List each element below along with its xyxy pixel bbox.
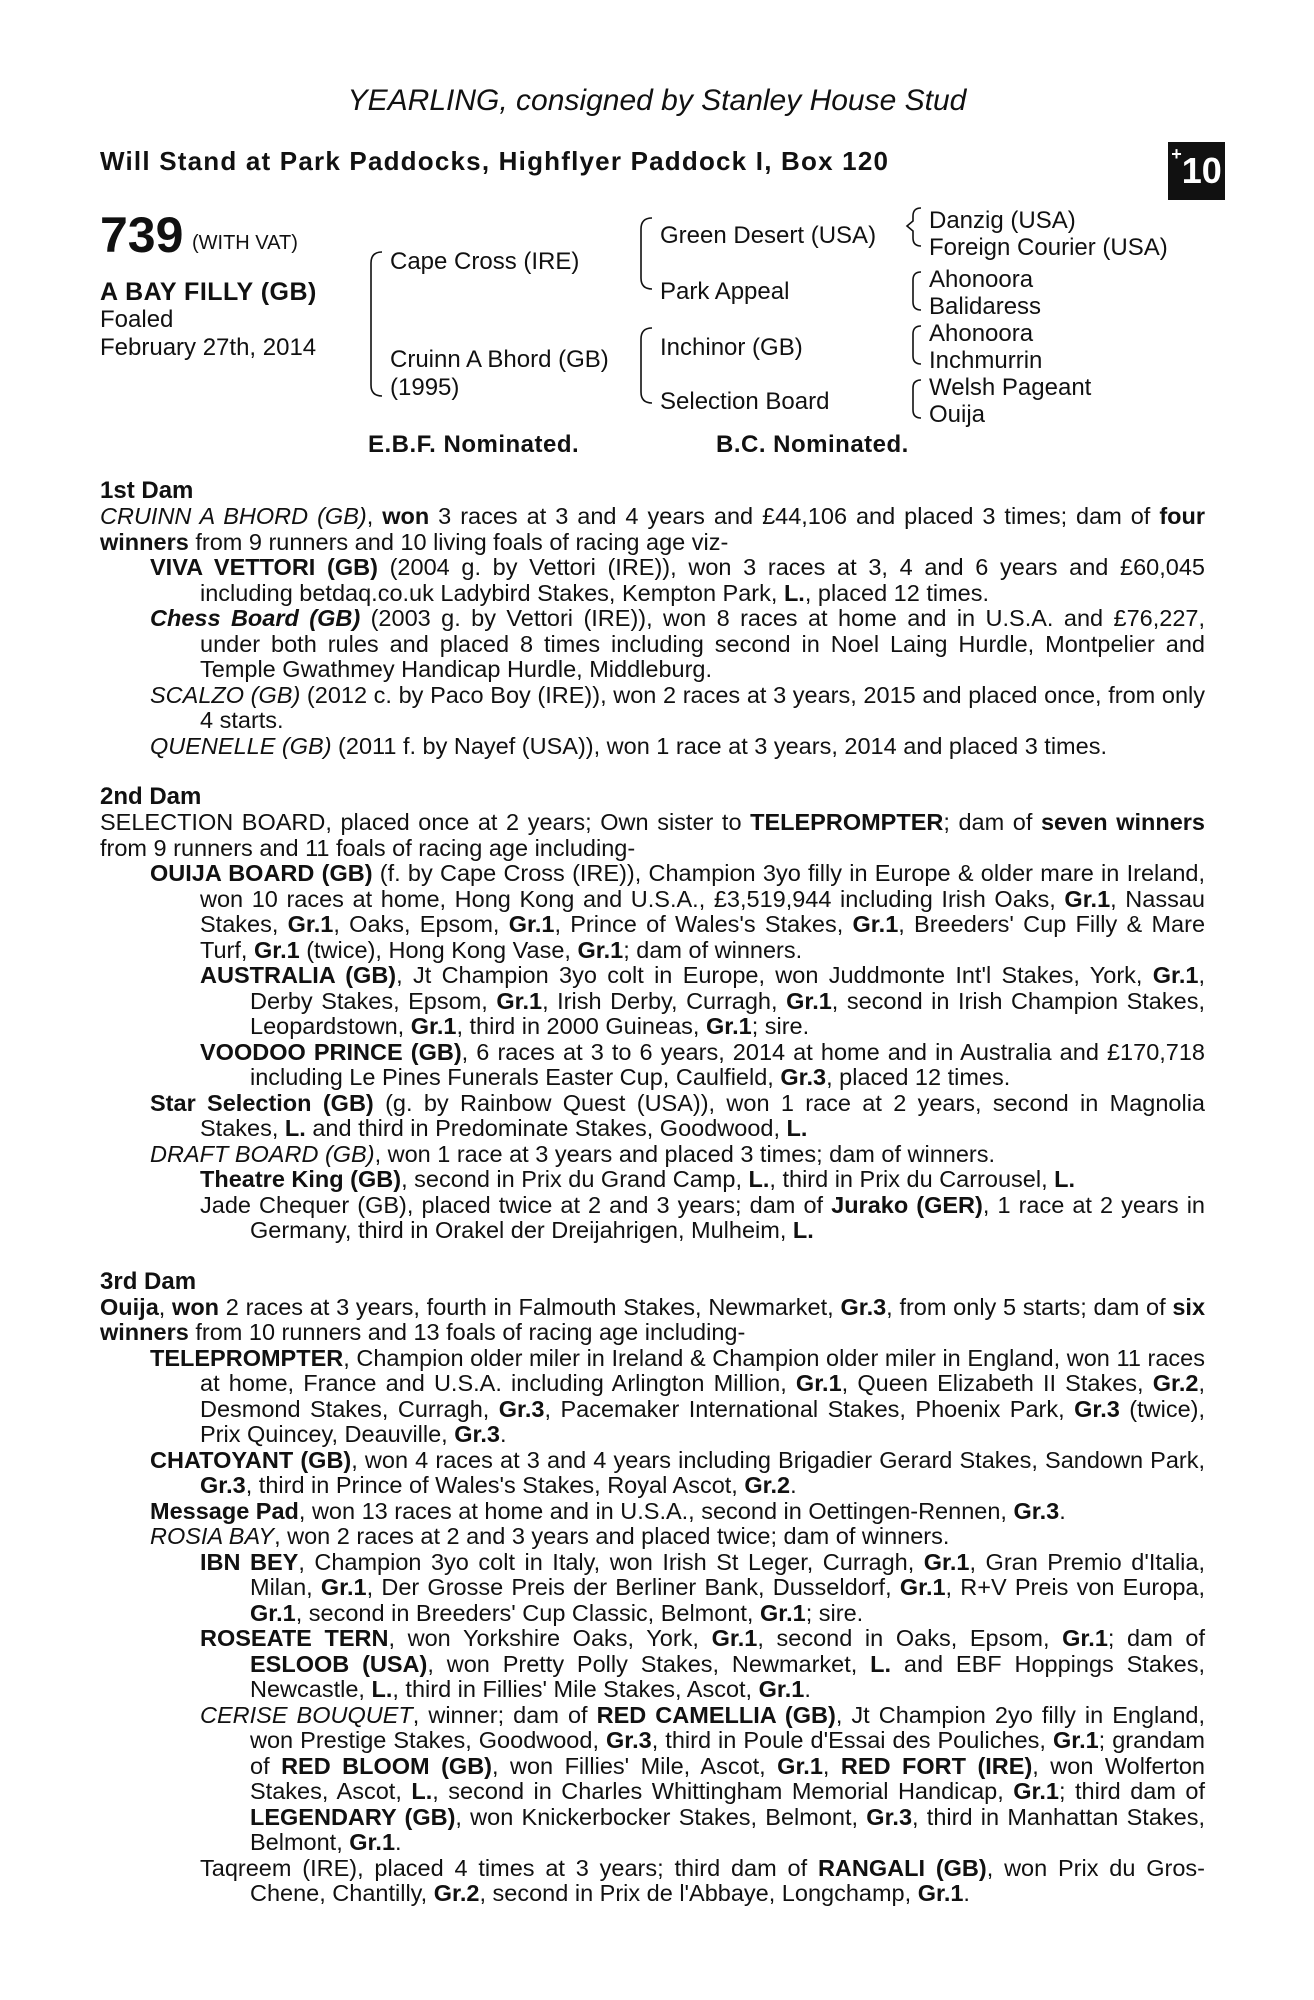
text-run: , third in Manhattan Stakes, Belmont, — [250, 1803, 1205, 1855]
emphasis-text: Gr.1 — [1064, 885, 1111, 912]
text-run: , Oaks, Epsom, — [333, 911, 509, 937]
text-run: (2011 f. by Nayef (USA)), won 1 race at 3 years, 2014 and placed 3 times. — [331, 732, 1107, 759]
produce-entry-nested — [100, 1703, 1205, 1856]
produce-entry — [100, 606, 1205, 683]
emphasis-text: Star Selection (GB) — [150, 1089, 374, 1116]
emphasis-text: Gr.3 — [866, 1803, 913, 1830]
bracket-gen1 — [371, 252, 382, 396]
emphasis-text: L. — [411, 1778, 433, 1804]
text-run: . — [499, 1421, 507, 1447]
emphasis-text: OUIJA BOARD (GB) — [150, 860, 373, 886]
text-run: , R+V Preis von Europa, — [945, 1574, 1205, 1600]
emphasis-text: Gr.1 — [320, 1574, 367, 1600]
text-run: and EBF Hoppings Stakes, Newcastle, — [250, 1650, 1205, 1702]
emphasis-text: RED FORT (IRE) — [840, 1752, 1033, 1779]
emphasis-text: VIVA VETTORI (GB) — [150, 554, 378, 580]
emphasis-text: six winners — [100, 1293, 1206, 1345]
italic-name: ROSIA BAY — [150, 1523, 275, 1549]
emphasis-text: Gr.1 — [758, 1676, 805, 1702]
badge-number: 10 — [1181, 150, 1222, 191]
text-run: , third in Poule d'Essai des Pouliches, — [651, 1727, 1053, 1753]
text-run: , Prince of Wales's Stakes, — [554, 911, 853, 937]
text-run: (2004 g. by Vettori (IRE)), won 3 races at 3, 4 and 6 years and £60,045 including betdaq.co.uk Ladybird Stakes, Kempton Park, — [200, 554, 1205, 606]
emphasis-text: L. — [786, 1115, 808, 1141]
emphasis-text: Gr.1 — [287, 911, 334, 937]
emphasis-text: Gr.1 — [711, 1625, 758, 1651]
emphasis-text: Gr.1 — [1062, 1625, 1108, 1651]
emphasis-text: seven winners — [1040, 809, 1205, 835]
pedigree-dam-dam: Selection Board — [660, 388, 830, 415]
text-run: SELECTION BOARD, placed once at 2 years; Own sister to — [100, 809, 751, 835]
third-dam-heading: 3rd Dam — [100, 1267, 197, 1295]
text-run: , second in Oaks, Epsom, — [757, 1625, 1063, 1651]
produce-entry — [100, 861, 1205, 963]
emphasis-text: Gr.3 — [200, 1472, 246, 1498]
text-run: , second in Irish Champion Stakes, Leopardstown, — [250, 987, 1205, 1039]
page-badge — [1168, 142, 1225, 200]
emphasis-text: RANGALI (GB) — [817, 1854, 987, 1881]
italic-name: CRUINN A BHORD (GB) — [100, 503, 367, 529]
pedigree-dsd: Inchmurrin — [929, 347, 1043, 374]
text-run: , third in Prince of Wales's Stakes, Royal Ascot, — [245, 1472, 745, 1498]
produce-entry-nested — [100, 1167, 1205, 1193]
text-run: 3 races at 3 and 4 years and £44,106 and placed 3 times; dam of — [429, 503, 1160, 529]
emphasis-text: Gr.1 — [795, 1370, 842, 1396]
vat-note: (WITH VAT) — [192, 232, 298, 254]
text-run: , 1 race at 2 years in Germany, third in Orakel der Dreijahrigen, Mulheim, — [250, 1191, 1205, 1243]
first-dam-section — [100, 478, 1205, 759]
produce-entry-nested — [100, 1193, 1205, 1244]
second-dam-summary — [100, 810, 1205, 861]
emphasis-text: Gr.3 — [498, 1395, 545, 1422]
text-run: , Champion 3yo colt in Italy, won Irish St Leger, Curragh, — [298, 1548, 924, 1575]
emphasis-text: L. — [1054, 1166, 1076, 1192]
pedigree-dam-sire: Inchinor (GB) — [660, 334, 803, 361]
produce-entry — [100, 555, 1205, 606]
produce-entry — [100, 1524, 1205, 1550]
produce-entry — [100, 1499, 1205, 1525]
text-run: ; sire. — [751, 1013, 810, 1039]
text-run: , second in Prix du Grand Camp, — [401, 1166, 749, 1192]
text-run: ; dam of — [943, 809, 1041, 835]
text-run: and third in Predominate Stakes, Goodwood, — [305, 1115, 787, 1141]
text-run: (twice), Hong Kong Vase, — [299, 936, 578, 963]
emphasis-text: Gr.3 — [1074, 1395, 1120, 1422]
emphasis-text: CHATOYANT (GB) — [150, 1446, 352, 1473]
emphasis-text: Gr.1 — [1052, 1727, 1099, 1753]
text-run: , — [822, 1752, 841, 1779]
emphasis-text: RED BLOOM (GB) — [281, 1752, 492, 1779]
lot-number: 739 — [100, 207, 184, 263]
pedigree-dss: Ahonoora — [929, 320, 1034, 347]
emphasis-text: Gr.1 — [899, 1574, 946, 1600]
pedigree-sss: Danzig (USA) — [929, 207, 1076, 234]
text-run: , winner; dam of — [412, 1701, 597, 1728]
text-run: , from only 5 starts; dam of — [886, 1293, 1173, 1320]
text-run: Jade Chequer (GB), placed twice at 2 and 3 years; dam of — [200, 1191, 832, 1218]
text-run: , Pacemaker International Stakes, Phoenix Park, — [544, 1395, 1075, 1422]
text-run: , won 13 races at home and in U.S.A., second in Oettingen-Rennen, — [298, 1497, 1014, 1524]
emphasis-text: L. — [792, 1217, 814, 1243]
emphasis-text: L. — [284, 1115, 306, 1141]
text-run: , Irish Derby, Curragh, — [542, 987, 787, 1014]
text-run: , placed 12 times. — [804, 579, 990, 606]
pedigree-dam-year: (1995) — [390, 374, 460, 401]
pedigree-sdd: Balidaress — [929, 293, 1042, 320]
emphasis-text: Gr.1 — [1152, 962, 1199, 988]
emphasis-text: L. — [870, 1650, 892, 1677]
emphasis-text: ESLOOB (USA) — [250, 1650, 428, 1677]
emphasis-text: Gr.1 — [508, 911, 555, 937]
text-run: (f. by Cape Cross (IRE)), Champion 3yo filly in Europe & older mare in Ireland, won 10 races at home, Hong Kong and U.S.A., £3,519,944 including Irish Oaks, — [200, 860, 1205, 912]
lot-name: A BAY FILLY (GB) — [100, 278, 317, 306]
emphasis-text: Message Pad — [150, 1497, 299, 1524]
italic-name: DRAFT BOARD (GB) — [150, 1140, 375, 1167]
produce-entry — [100, 734, 1205, 760]
emphasis-text: Gr.3 — [1013, 1497, 1060, 1524]
text-run: , won Yorkshire Oaks, York, — [388, 1625, 712, 1651]
text-run: , Desmond Stakes, Curragh, — [200, 1370, 1205, 1422]
text-run: , — [158, 1293, 173, 1320]
emphasis-text: Chess Board (GB) — [150, 605, 361, 631]
pedigree-ssd: Foreign Courier (USA) — [929, 234, 1168, 261]
emphasis-text: Gr.1 — [786, 987, 832, 1014]
emphasis-text: Ouija — [100, 1293, 159, 1320]
italic-name: SCALZO (GB) — [150, 681, 301, 708]
emphasis-text: won — [382, 503, 430, 529]
italic-name: CERISE BOUQUET — [200, 1701, 413, 1728]
emphasis-text: Gr.1 — [1013, 1778, 1059, 1804]
second-dam-heading: 2nd Dam — [100, 783, 202, 810]
emphasis-text: Gr.2 — [744, 1472, 791, 1498]
text-run: ; sire. — [805, 1599, 864, 1626]
first-dam-heading: 1st Dam — [100, 477, 194, 504]
emphasis-text: Gr.1 — [760, 1599, 806, 1626]
emphasis-text: TELEPROMPTER — [750, 809, 944, 835]
produce-entry-nested — [100, 1040, 1205, 1091]
text-run: from 10 runners and 13 foals of racing age including- — [188, 1319, 746, 1345]
produce-entry — [100, 1091, 1205, 1142]
ebf-nomination: E.B.F. Nominated. — [368, 431, 580, 458]
pedigree-dds: Welsh Pageant — [929, 374, 1092, 401]
text-run: (2003 g. by Vettori (IRE)), won 8 races at home and in U.S.A. and £76,227, under both rules and placed 8 times including second in Noel Laing Hurdle, Montpelier and Temple Gwathmey Handicap Hurdle, Middleburg. — [200, 605, 1205, 682]
emphasis-text: IBN BEY — [200, 1548, 299, 1575]
text-run: , won Pretty Polly Stakes, Newmarket, — [427, 1650, 871, 1677]
text-run: , won Knickerbocker Stakes, Belmont, — [455, 1803, 867, 1830]
emphasis-text: L. — [748, 1166, 770, 1192]
bracket-gen2-sire — [641, 218, 652, 289]
emphasis-text: Jurako (GER) — [831, 1191, 983, 1218]
text-run: , second in Breeders' Cup Classic, Belmont, — [295, 1599, 760, 1626]
text-run: , third in Fillies' Mile Stakes, Ascot, — [392, 1676, 759, 1702]
text-run: , Champion older miler in Ireland & Champion older miler in England, won 11 races at home, France and U.S.A. including Arlington Million, — [200, 1344, 1205, 1396]
emphasis-text: AUSTRALIA (GB) — [200, 962, 397, 988]
produce-record — [100, 478, 1205, 1932]
produce-entry-nested — [100, 1550, 1205, 1627]
emphasis-text: Gr.1 — [496, 987, 543, 1014]
produce-entry — [100, 1448, 1205, 1499]
bc-nomination: B.C. Nominated. — [716, 431, 909, 458]
text-run: , won Wolferton Stakes, Ascot, — [250, 1752, 1206, 1804]
produce-entry — [100, 683, 1205, 734]
emphasis-text: Theatre King (GB) — [200, 1166, 402, 1192]
produce-entry — [100, 1142, 1205, 1168]
text-run: . — [790, 1472, 797, 1498]
emphasis-text: Gr.1 — [349, 1829, 396, 1855]
first-dam-summary — [100, 504, 1205, 555]
text-run: 2 races at 3 years, fourth in Falmouth Stakes, Newmarket, — [219, 1293, 841, 1320]
text-run: , Der Grosse Preis der Berliner Bank, Dusseldorf, — [366, 1574, 900, 1600]
emphasis-text: Gr.3 — [780, 1064, 827, 1090]
emphasis-text: Gr.1 — [852, 911, 899, 937]
pedigree-ddd: Ouija — [929, 401, 986, 428]
text-run: , third in Prix du Carrousel, — [769, 1166, 1055, 1192]
stand-location: Will Stand at Park Paddocks, Highflyer Paddock I, Box 120 — [100, 146, 890, 176]
emphasis-text: TELEPROMPTER — [150, 1344, 344, 1371]
text-run: ; dam of winners. — [623, 936, 803, 963]
text-run: , Derby Stakes, Epsom, — [250, 962, 1206, 1014]
emphasis-text: LEGENDARY (GB) — [250, 1803, 456, 1830]
italic-name: QUENELLE (GB) — [150, 732, 332, 759]
text-run: , second in Charles Whittingham Memorial Handicap, — [432, 1778, 1014, 1804]
emphasis-text: Gr.2 — [1152, 1370, 1199, 1396]
text-run: from 9 runners and 10 living foals of racing age viz- — [188, 528, 729, 555]
emphasis-text: Gr.1 — [410, 1013, 457, 1039]
emphasis-text: ROSEATE TERN — [200, 1625, 389, 1651]
produce-entry-nested — [100, 1856, 1205, 1907]
emphasis-text: Gr.1 — [577, 936, 624, 963]
produce-entry-nested — [100, 963, 1205, 1040]
text-run: , Jt Champion 2yo filly in England, won Prestige Stakes, Goodwood, — [250, 1701, 1206, 1753]
text-run: , placed 12 times. — [826, 1064, 1011, 1090]
produce-entry — [100, 1346, 1205, 1448]
text-run: , won Fillies' Mile, Ascot, — [492, 1752, 778, 1779]
emphasis-text: VOODOO PRINCE (GB) — [200, 1038, 462, 1065]
text-run: , won Prix du Gros-Chene, Chantilly, — [250, 1854, 1206, 1906]
text-run: , third in 2000 Guineas, — [456, 1013, 706, 1039]
bracket-gen3-c — [913, 326, 921, 364]
bracket-gen3-a — [907, 208, 921, 246]
emphasis-text: Gr.1 — [250, 1599, 296, 1626]
text-run: from 9 runners and 11 foals of racing age including- — [100, 834, 636, 861]
emphasis-text: Gr.3 — [454, 1421, 500, 1447]
text-run: ; grandam of — [250, 1727, 1205, 1779]
bracket-gen2-dam — [641, 328, 652, 403]
emphasis-text: Gr.1 — [923, 1548, 970, 1575]
emphasis-text: Gr.2 — [433, 1880, 480, 1906]
text-run: , Breeders' Cup Filly & Mare Turf, — [200, 911, 1206, 963]
emphasis-text: Gr.3 — [606, 1727, 652, 1753]
bracket-gen3-d — [913, 380, 921, 418]
text-run: . — [1059, 1497, 1066, 1524]
foaled-date: February 27th, 2014 — [100, 334, 317, 361]
emphasis-text: L. — [371, 1676, 393, 1702]
emphasis-text: L. — [783, 579, 805, 606]
text-run: ; dam of — [1107, 1625, 1206, 1651]
text-run: . — [395, 1829, 402, 1855]
text-run: , Jt Champion 3yo colt in Europe, won Juddmonte Int'l Stakes, York, — [396, 962, 1153, 988]
emphasis-text: Gr.1 — [253, 936, 300, 963]
text-run: . — [963, 1880, 970, 1906]
second-dam-section — [100, 784, 1205, 1244]
text-run: , Queen Elizabeth II Stakes, — [841, 1370, 1153, 1396]
produce-entry-nested — [100, 1626, 1205, 1703]
text-run: , — [366, 503, 383, 529]
text-run: ; third dam of — [1059, 1778, 1206, 1804]
emphasis-text: Gr.3 — [840, 1293, 887, 1320]
text-run: Taqreem (IRE), placed 4 times at 3 years; third dam of — [200, 1854, 818, 1881]
emphasis-text: four winners — [100, 503, 1205, 555]
badge-plus: + — [1171, 144, 1182, 164]
emphasis-text: won — [172, 1293, 220, 1320]
catalogue-subtitle: YEARLING, consigned by Stanley House Stud — [347, 84, 967, 117]
pedigree-sire-dam: Park Appeal — [660, 278, 790, 305]
text-run: , Gran Premio d'Italia, Milan, — [250, 1548, 1205, 1600]
pedigree-sds: Ahonoora — [929, 266, 1034, 293]
text-run: , won 4 races at 3 and 4 years including Brigadier Gerard Stakes, Sandown Park, — [351, 1446, 1206, 1473]
text-run: , 6 races at 3 to 6 years, 2014 at home and in Australia and £170,718 including Le Pines Funerals Easter Cup, Caulfield, — [250, 1038, 1205, 1090]
text-run: , Nassau Stakes, — [200, 885, 1205, 937]
text-run: (g. by Rainbow Quest (USA)), won 1 race at 2 years, second in Magnolia Stakes, — [200, 1089, 1205, 1141]
pedigree-sire-sire: Green Desert (USA) — [660, 222, 877, 249]
bracket-gen3-b — [913, 272, 921, 310]
emphasis-text: Gr.1 — [705, 1013, 752, 1039]
text-run: . — [804, 1676, 811, 1702]
pedigree-sire: Cape Cross (IRE) — [390, 248, 580, 275]
third-dam-section — [100, 1269, 1205, 1907]
text-run: , won 1 race at 3 years and placed 3 times; dam of winners. — [374, 1140, 996, 1167]
third-dam-summary — [100, 1295, 1205, 1346]
emphasis-text: Gr.1 — [917, 1880, 964, 1906]
emphasis-text: RED CAMELLIA (GB) — [596, 1701, 836, 1728]
text-run: , won 2 races at 2 and 3 years and placed twice; dam of winners. — [274, 1523, 950, 1549]
foaled-label: Foaled — [100, 306, 174, 333]
emphasis-text: Gr.1 — [777, 1752, 823, 1779]
pedigree-dam: Cruinn A Bhord (GB) — [390, 346, 609, 373]
text-run: (2012 c. by Paco Boy (IRE)), won 2 races at 3 years, 2015 and placed once, from only 4 starts. — [200, 681, 1205, 733]
text-run: , second in Prix de l'Abbaye, Longchamp, — [479, 1880, 918, 1906]
text-run: (twice), Prix Quincey, Deauville, — [200, 1395, 1206, 1447]
